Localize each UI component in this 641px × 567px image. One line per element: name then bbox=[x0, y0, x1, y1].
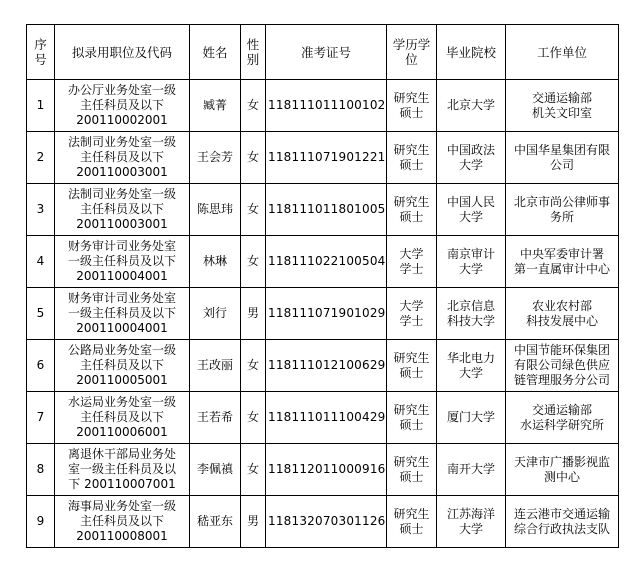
row-education bbox=[387, 288, 437, 340]
row-position bbox=[55, 392, 190, 444]
table-row bbox=[27, 80, 619, 132]
row-exam-no bbox=[266, 184, 387, 236]
row-education bbox=[387, 340, 437, 392]
row-no bbox=[27, 132, 55, 184]
table-row bbox=[27, 184, 619, 236]
row-exam-no bbox=[266, 340, 387, 392]
row-work-unit bbox=[506, 496, 619, 548]
row-position-text: 200110002001 bbox=[76, 113, 168, 127]
row-name-text: 嵇亚东 bbox=[196, 514, 233, 528]
row-work-unit bbox=[506, 132, 619, 184]
header-work-unit bbox=[506, 25, 619, 80]
row-education bbox=[387, 496, 437, 548]
row-exam-no-text: 118111011801005 bbox=[268, 202, 386, 216]
header-education-line: 学历学 bbox=[392, 37, 431, 52]
table-row bbox=[27, 288, 619, 340]
row-position bbox=[55, 80, 190, 132]
table-row bbox=[27, 444, 619, 496]
row-position-text: 200110005001 bbox=[76, 373, 168, 387]
row-name-text: 臧菁 bbox=[202, 98, 227, 112]
row-work-unit-text: 科技发展中心 bbox=[525, 313, 598, 328]
row-position-text: 室一级主任科员及以 bbox=[67, 462, 176, 476]
row-work-unit bbox=[506, 340, 619, 392]
row-gender-text: 男 bbox=[246, 514, 259, 528]
row-gender-text: 女 bbox=[246, 462, 259, 476]
row-school-text: 大学 bbox=[458, 521, 483, 536]
row-position-text: 水运局业务处室一级 bbox=[67, 395, 176, 409]
row-work-unit bbox=[506, 444, 619, 496]
row-no-text: 6 bbox=[36, 358, 45, 372]
row-work-unit-text: 测中心 bbox=[543, 469, 580, 484]
row-work-unit-text: 中央军委审计署 bbox=[519, 246, 604, 261]
table-row bbox=[27, 340, 619, 392]
row-no bbox=[27, 80, 55, 132]
row-education bbox=[387, 184, 437, 236]
row-exam-no-text: 118111071901029 bbox=[268, 306, 386, 320]
row-school-text: 华北电力 bbox=[446, 350, 495, 365]
table-row bbox=[27, 236, 619, 288]
row-no bbox=[27, 496, 55, 548]
row-name-text: 李佩禛 bbox=[196, 462, 233, 476]
row-gender-text: 女 bbox=[246, 410, 259, 424]
header-gender-line: 性 bbox=[246, 37, 260, 52]
row-education-text: 硕士 bbox=[399, 105, 424, 120]
row-name-text: 林琳 bbox=[202, 254, 227, 268]
row-education bbox=[387, 132, 437, 184]
row-gender-text: 男 bbox=[246, 306, 259, 320]
row-gender bbox=[241, 340, 266, 392]
row-school-text: 江苏海洋 bbox=[446, 506, 495, 521]
row-position-text: 主任科员及以下 bbox=[79, 514, 164, 528]
row-school-text: 中国人民 bbox=[446, 194, 495, 209]
table-row bbox=[27, 132, 619, 184]
row-education-text: 硕士 bbox=[399, 365, 424, 380]
table-row bbox=[27, 392, 619, 444]
row-name-text: 王若希 bbox=[196, 410, 233, 424]
row-education-text: 学士 bbox=[399, 261, 424, 276]
row-name-text: 刘行 bbox=[202, 306, 227, 320]
row-school-text: 南开大学 bbox=[446, 462, 495, 476]
header-name-label: 姓名 bbox=[202, 44, 228, 60]
row-name bbox=[190, 444, 241, 496]
row-name bbox=[190, 80, 241, 132]
row-work-unit bbox=[506, 288, 619, 340]
table-row bbox=[27, 496, 619, 548]
row-position-text: 200110006001 bbox=[76, 425, 168, 439]
row-no-text: 3 bbox=[36, 202, 45, 216]
row-gender bbox=[241, 496, 266, 548]
row-school bbox=[437, 392, 506, 444]
row-no-text: 2 bbox=[36, 150, 45, 164]
row-position-text: 海事局业务处室一级 bbox=[67, 499, 176, 513]
row-education-text: 硕士 bbox=[399, 417, 424, 432]
row-exam-no-text: 118111071901221 bbox=[268, 150, 386, 164]
candidate-table bbox=[26, 24, 619, 548]
row-name bbox=[190, 392, 241, 444]
row-gender bbox=[241, 80, 266, 132]
header-exam-no-label: 准考证号 bbox=[300, 44, 351, 60]
row-education-text: 硕士 bbox=[399, 469, 424, 484]
row-name-text: 陈思玮 bbox=[196, 202, 233, 216]
row-school bbox=[437, 496, 506, 548]
row-position bbox=[55, 496, 190, 548]
row-no bbox=[27, 288, 55, 340]
header-exam-no bbox=[266, 25, 387, 80]
row-position-text: 办公厅业务处室一级 bbox=[67, 83, 176, 97]
row-work-unit-text: 有限公司绿色供应 bbox=[513, 358, 610, 372]
header-gender bbox=[241, 25, 266, 80]
header-education bbox=[387, 25, 437, 80]
row-work-unit-text: 交通运输部 bbox=[531, 402, 592, 417]
row-education-text: 硕士 bbox=[399, 157, 424, 172]
header-no-line: 序 bbox=[34, 37, 47, 52]
row-exam-no bbox=[266, 80, 387, 132]
header-education-line: 位 bbox=[405, 52, 418, 67]
row-position bbox=[55, 236, 190, 288]
row-position bbox=[55, 184, 190, 236]
row-position-text: 200110008001 bbox=[76, 529, 168, 543]
row-exam-no bbox=[266, 444, 387, 496]
row-education bbox=[387, 236, 437, 288]
row-work-unit-text: 水运科学研究所 bbox=[519, 417, 604, 432]
row-position-text: 下 200110007001 bbox=[68, 477, 176, 491]
row-position bbox=[55, 340, 190, 392]
row-no-text: 5 bbox=[36, 306, 45, 320]
row-school bbox=[437, 184, 506, 236]
row-position-text: 财务审计司业务处室 bbox=[67, 291, 176, 305]
row-exam-no bbox=[266, 496, 387, 548]
row-education bbox=[387, 444, 437, 496]
row-education bbox=[387, 392, 437, 444]
table-body bbox=[27, 80, 619, 548]
row-position bbox=[55, 132, 190, 184]
row-position-text: 主任科员及以下 bbox=[79, 202, 164, 216]
row-school-text: 科技大学 bbox=[446, 313, 495, 328]
row-position-text: 法制司业务处室一级 bbox=[67, 135, 176, 149]
row-education-text: 研究生 bbox=[393, 142, 430, 157]
row-work-unit-text: 公司 bbox=[549, 157, 574, 172]
header-work-unit-label: 工作单位 bbox=[536, 44, 587, 60]
row-education-text: 硕士 bbox=[399, 209, 424, 224]
row-exam-no bbox=[266, 392, 387, 444]
row-work-unit bbox=[506, 184, 619, 236]
row-education-text: 大学 bbox=[399, 246, 424, 261]
row-education bbox=[387, 80, 437, 132]
row-position-text: 法制司业务处室一级 bbox=[67, 187, 176, 201]
row-work-unit-text: 北京市尚公律师事 bbox=[513, 194, 610, 209]
row-gender bbox=[241, 184, 266, 236]
row-education-text: 研究生 bbox=[393, 350, 430, 365]
row-position-text: 200110004001 bbox=[76, 321, 168, 335]
row-work-unit-text: 务所 bbox=[549, 209, 574, 224]
row-school bbox=[437, 288, 506, 340]
row-school bbox=[437, 80, 506, 132]
row-school-text: 北京信息 bbox=[446, 298, 495, 313]
header-gender-line: 别 bbox=[246, 52, 260, 67]
row-work-unit-text: 综合行政执法支队 bbox=[513, 521, 610, 536]
row-school-text: 大学 bbox=[458, 261, 483, 276]
row-school bbox=[437, 340, 506, 392]
row-exam-no bbox=[266, 236, 387, 288]
row-work-unit-text: 第一直属审计中心 bbox=[513, 261, 610, 276]
row-name bbox=[190, 236, 241, 288]
row-exam-no-text: 118111012100629 bbox=[268, 358, 386, 372]
row-gender bbox=[241, 132, 266, 184]
row-no-text: 1 bbox=[36, 98, 45, 112]
row-work-unit bbox=[506, 236, 619, 288]
row-position-text: 200110004001 bbox=[76, 269, 168, 283]
row-education-text: 学士 bbox=[399, 313, 424, 328]
header-school-label: 毕业院校 bbox=[445, 44, 496, 60]
row-no bbox=[27, 340, 55, 392]
row-position-text: 主任科员及以下 bbox=[79, 98, 164, 112]
row-education-text: 大学 bbox=[399, 298, 424, 313]
row-position-text: 一级主任科员及以下 bbox=[67, 254, 176, 268]
row-position-text: 公路局业务处室一级 bbox=[67, 343, 176, 357]
row-education-text: 研究生 bbox=[393, 402, 430, 417]
row-work-unit-text: 天津市广播影视监 bbox=[513, 454, 610, 469]
row-no bbox=[27, 184, 55, 236]
row-no bbox=[27, 444, 55, 496]
row-work-unit-text: 农业农村部 bbox=[531, 298, 592, 313]
row-name bbox=[190, 340, 241, 392]
row-position-text: 主任科员及以下 bbox=[79, 150, 164, 164]
row-work-unit-text: 中国华星集团有限 bbox=[513, 142, 610, 157]
header-position bbox=[55, 25, 190, 80]
row-work-unit-text: 交通运输部 bbox=[531, 90, 592, 105]
header-no-line: 号 bbox=[34, 52, 47, 67]
row-no bbox=[27, 236, 55, 288]
row-gender bbox=[241, 444, 266, 496]
row-exam-no bbox=[266, 132, 387, 184]
row-school-text: 南京审计 bbox=[446, 246, 495, 261]
row-position-text: 200110003001 bbox=[76, 165, 168, 179]
row-gender bbox=[241, 236, 266, 288]
row-no-text: 7 bbox=[36, 410, 45, 424]
row-no-text: 8 bbox=[36, 462, 45, 476]
row-gender bbox=[241, 288, 266, 340]
row-exam-no-text: 118132070301126 bbox=[268, 514, 386, 528]
row-exam-no bbox=[266, 288, 387, 340]
row-name bbox=[190, 496, 241, 548]
row-exam-no-text: 118111022100504 bbox=[268, 254, 386, 268]
row-position-text: 主任科员及以下 bbox=[79, 410, 164, 424]
header-position-label: 拟录用职位及代码 bbox=[71, 44, 172, 60]
row-name bbox=[190, 132, 241, 184]
row-school-text: 大学 bbox=[458, 157, 483, 172]
row-position-text: 一级主任科员及以下 bbox=[67, 306, 176, 320]
row-gender bbox=[241, 392, 266, 444]
row-name bbox=[190, 288, 241, 340]
row-position-text: 财务审计司业务处室 bbox=[67, 239, 176, 253]
row-education-text: 研究生 bbox=[393, 454, 430, 469]
header-name bbox=[190, 25, 241, 80]
row-school-text: 大学 bbox=[458, 365, 483, 380]
row-work-unit-text: 中国节能环保集团 bbox=[513, 343, 610, 357]
row-no bbox=[27, 392, 55, 444]
row-no-text: 4 bbox=[36, 254, 45, 268]
row-work-unit-text: 链管理服务分公司 bbox=[513, 373, 610, 387]
row-gender-text: 女 bbox=[246, 98, 259, 112]
row-work-unit-text: 机关文印室 bbox=[531, 105, 592, 120]
row-education-text: 研究生 bbox=[393, 194, 430, 209]
row-position-text: 主任科员及以下 bbox=[79, 358, 164, 372]
row-school bbox=[437, 132, 506, 184]
row-name-text: 王会芳 bbox=[196, 150, 233, 164]
row-exam-no-text: 118111011100429 bbox=[268, 410, 386, 424]
row-education-text: 研究生 bbox=[393, 506, 430, 521]
row-name bbox=[190, 184, 241, 236]
row-school bbox=[437, 236, 506, 288]
header-school bbox=[437, 25, 506, 80]
row-gender-text: 女 bbox=[246, 150, 259, 164]
header-row bbox=[27, 25, 619, 80]
row-position bbox=[55, 444, 190, 496]
row-no-text: 9 bbox=[36, 514, 45, 528]
row-school bbox=[437, 444, 506, 496]
row-education-text: 硕士 bbox=[399, 521, 424, 536]
row-position bbox=[55, 288, 190, 340]
row-exam-no-text: 118112011000916 bbox=[268, 462, 386, 476]
row-position-text: 200110003001 bbox=[76, 217, 168, 231]
row-gender-text: 女 bbox=[246, 358, 259, 372]
row-name-text: 王改丽 bbox=[196, 358, 233, 372]
row-school-text: 大学 bbox=[458, 209, 483, 224]
header-no bbox=[27, 25, 55, 80]
row-school-text: 厦门大学 bbox=[446, 410, 495, 424]
row-gender-text: 女 bbox=[246, 202, 259, 216]
row-work-unit bbox=[506, 80, 619, 132]
row-work-unit-text: 连云港市交通运输 bbox=[513, 506, 610, 521]
row-position-text: 离退休干部局业务处 bbox=[67, 447, 176, 461]
row-school-text: 中国政法 bbox=[446, 142, 495, 157]
row-work-unit bbox=[506, 392, 619, 444]
row-school-text: 北京大学 bbox=[446, 98, 495, 112]
row-exam-no-text: 118111011100102 bbox=[268, 98, 386, 112]
row-gender-text: 女 bbox=[246, 254, 259, 268]
row-education-text: 研究生 bbox=[393, 90, 430, 105]
